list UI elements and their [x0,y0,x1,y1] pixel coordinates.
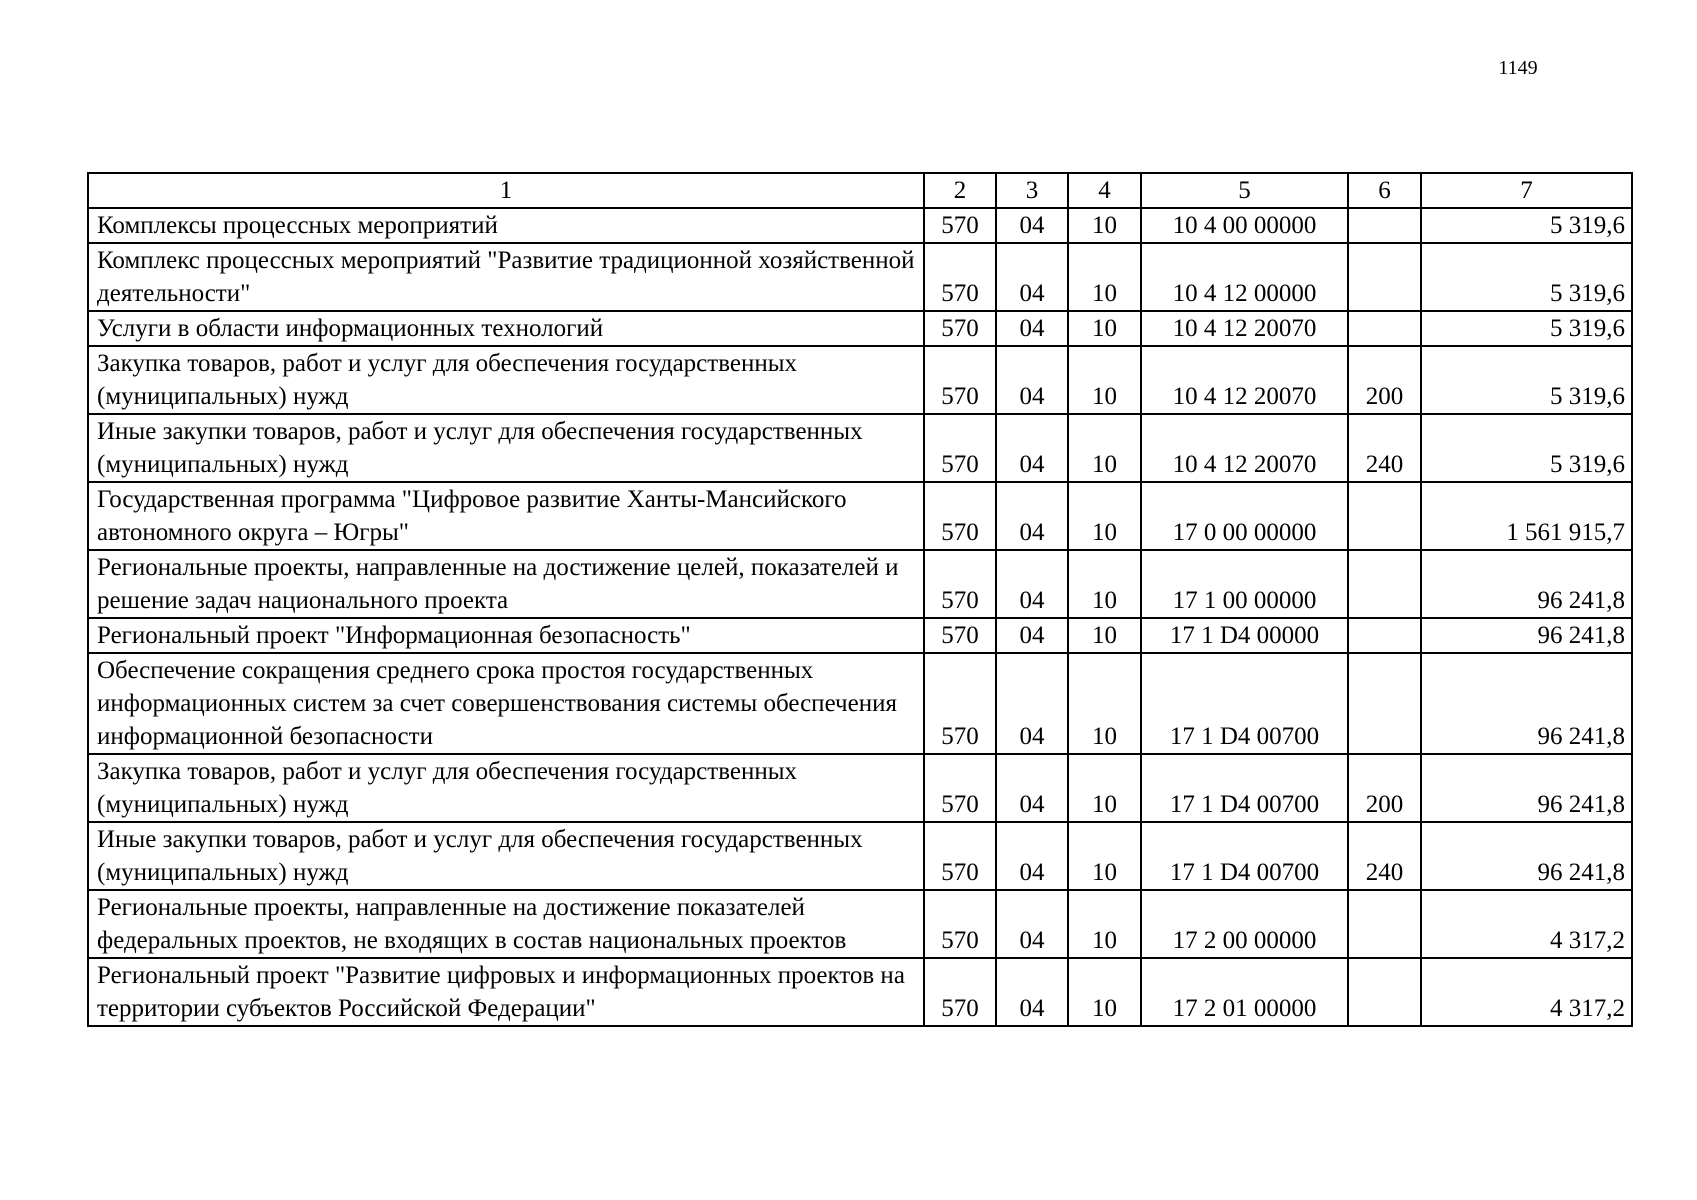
ministry-code-cell: 570 [924,414,996,482]
target-article-cell: 10 4 12 20070 [1141,311,1348,346]
ministry-code-cell: 570 [924,754,996,822]
amount-cell: 1 561 915,7 [1421,482,1632,550]
column-header: 4 [1068,173,1141,208]
ministry-code-cell: 570 [924,243,996,311]
amount-cell: 96 241,8 [1421,822,1632,890]
target-article-cell: 10 4 12 20070 [1141,414,1348,482]
table-row [88,550,1632,618]
table-row [88,311,1632,346]
target-article-cell: 17 0 00 00000 [1141,482,1348,550]
target-article-cell: 10 4 12 20070 [1141,346,1348,414]
amount-cell: 5 319,6 [1421,243,1632,311]
target-article-cell: 17 1 00 00000 [1141,550,1348,618]
item-name-cell: Региональный проект "Развитие цифровых и информационных проектов на территории субъектов Российской Федерации" [88,958,924,1026]
subsection-code-cell: 10 [1068,550,1141,618]
target-article-cell: 17 2 00 00000 [1141,890,1348,958]
section-code-cell: 04 [996,958,1068,1026]
item-name-cell: Обеспечение сокращения среднего срока простоя государственных информационных систем за счет совершенствования системы обеспечения информационной безопасности [88,653,924,754]
amount-cell: 96 241,8 [1421,550,1632,618]
column-header: 6 [1348,173,1421,208]
amount-cell: 5 319,6 [1421,414,1632,482]
table-row [88,653,1632,754]
section-code-cell: 04 [996,618,1068,653]
page-number: 1149 [1498,57,1538,79]
budget-table [87,172,1633,1027]
subsection-code-cell: 10 [1068,208,1141,243]
expense-type-cell: 200 [1348,754,1421,822]
column-header: 1 [88,173,924,208]
expense-type-cell [1348,243,1421,311]
item-name-cell: Комплексы процессных мероприятий [88,208,924,243]
subsection-code-cell: 10 [1068,653,1141,754]
ministry-code-cell: 570 [924,550,996,618]
section-code-cell: 04 [996,311,1068,346]
table-row [88,243,1632,311]
amount-cell: 4 317,2 [1421,890,1632,958]
section-code-cell: 04 [996,346,1068,414]
expense-type-cell [1348,618,1421,653]
subsection-code-cell: 10 [1068,414,1141,482]
expense-type-cell [1348,311,1421,346]
target-article-cell: 17 2 01 00000 [1141,958,1348,1026]
target-article-cell: 17 1 D4 00700 [1141,822,1348,890]
column-header: 5 [1141,173,1348,208]
amount-cell: 5 319,6 [1421,208,1632,243]
section-code-cell: 04 [996,208,1068,243]
expense-type-cell [1348,550,1421,618]
subsection-code-cell: 10 [1068,822,1141,890]
section-code-cell: 04 [996,890,1068,958]
item-name-cell: Иные закупки товаров, работ и услуг для обеспечения государственных (муниципальных) нужд [88,414,924,482]
target-article-cell: 17 1 D4 00000 [1141,618,1348,653]
table-row [88,890,1632,958]
column-header: 2 [924,173,996,208]
subsection-code-cell: 10 [1068,754,1141,822]
item-name-cell: Закупка товаров, работ и услуг для обеспечения государственных (муниципальных) нужд [88,346,924,414]
amount-cell: 96 241,8 [1421,653,1632,754]
column-header: 3 [996,173,1068,208]
section-code-cell: 04 [996,822,1068,890]
table-row [88,414,1632,482]
section-code-cell: 04 [996,482,1068,550]
subsection-code-cell: 10 [1068,346,1141,414]
ministry-code-cell: 570 [924,890,996,958]
amount-cell: 96 241,8 [1421,618,1632,653]
section-code-cell: 04 [996,550,1068,618]
ministry-code-cell: 570 [924,346,996,414]
expense-type-cell [1348,958,1421,1026]
amount-cell: 4 317,2 [1421,958,1632,1026]
amount-cell: 96 241,8 [1421,754,1632,822]
ministry-code-cell: 570 [924,653,996,754]
amount-cell: 5 319,6 [1421,311,1632,346]
table-row [88,346,1632,414]
section-code-cell: 04 [996,653,1068,754]
column-header: 7 [1421,173,1632,208]
subsection-code-cell: 10 [1068,618,1141,653]
expense-type-cell: 240 [1348,414,1421,482]
item-name-cell: Региональные проекты, направленные на достижение целей, показателей и решение задач национального проекта [88,550,924,618]
item-name-cell: Закупка товаров, работ и услуг для обеспечения государственных (муниципальных) нужд [88,754,924,822]
ministry-code-cell: 570 [924,311,996,346]
table-row [88,618,1632,653]
item-name-cell: Региональные проекты, направленные на достижение показателей федеральных проектов, не входящих в состав национальных проектов [88,890,924,958]
ministry-code-cell: 570 [924,822,996,890]
item-name-cell: Комплекс процессных мероприятий "Развитие традиционной хозяйственной деятельности" [88,243,924,311]
amount-cell: 5 319,6 [1421,346,1632,414]
table-row [88,822,1632,890]
target-article-cell: 10 4 12 00000 [1141,243,1348,311]
expense-type-cell: 200 [1348,346,1421,414]
section-code-cell: 04 [996,414,1068,482]
ministry-code-cell: 570 [924,208,996,243]
ministry-code-cell: 570 [924,618,996,653]
subsection-code-cell: 10 [1068,311,1141,346]
target-article-cell: 10 4 00 00000 [1141,208,1348,243]
item-name-cell: Региональный проект "Информационная безопасность" [88,618,924,653]
expense-type-cell [1348,482,1421,550]
subsection-code-cell: 10 [1068,890,1141,958]
item-name-cell: Государственная программа "Цифровое развитие Ханты-Мансийского автономного округа – Югры" [88,482,924,550]
item-name-cell: Иные закупки товаров, работ и услуг для обеспечения государственных (муниципальных) нужд [88,822,924,890]
item-name-cell: Услуги в области информационных технологий [88,311,924,346]
ministry-code-cell: 570 [924,482,996,550]
table-row [88,958,1632,1026]
section-code-cell: 04 [996,754,1068,822]
table-row [88,754,1632,822]
target-article-cell: 17 1 D4 00700 [1141,754,1348,822]
expense-type-cell [1348,890,1421,958]
expense-type-cell [1348,208,1421,243]
target-article-cell: 17 1 D4 00700 [1141,653,1348,754]
table-row [88,482,1632,550]
ministry-code-cell: 570 [924,958,996,1026]
table-row [88,208,1632,243]
section-code-cell: 04 [996,243,1068,311]
subsection-code-cell: 10 [1068,243,1141,311]
table-header-row [88,173,1632,208]
subsection-code-cell: 10 [1068,958,1141,1026]
subsection-code-cell: 10 [1068,482,1141,550]
expense-type-cell [1348,653,1421,754]
expense-type-cell: 240 [1348,822,1421,890]
